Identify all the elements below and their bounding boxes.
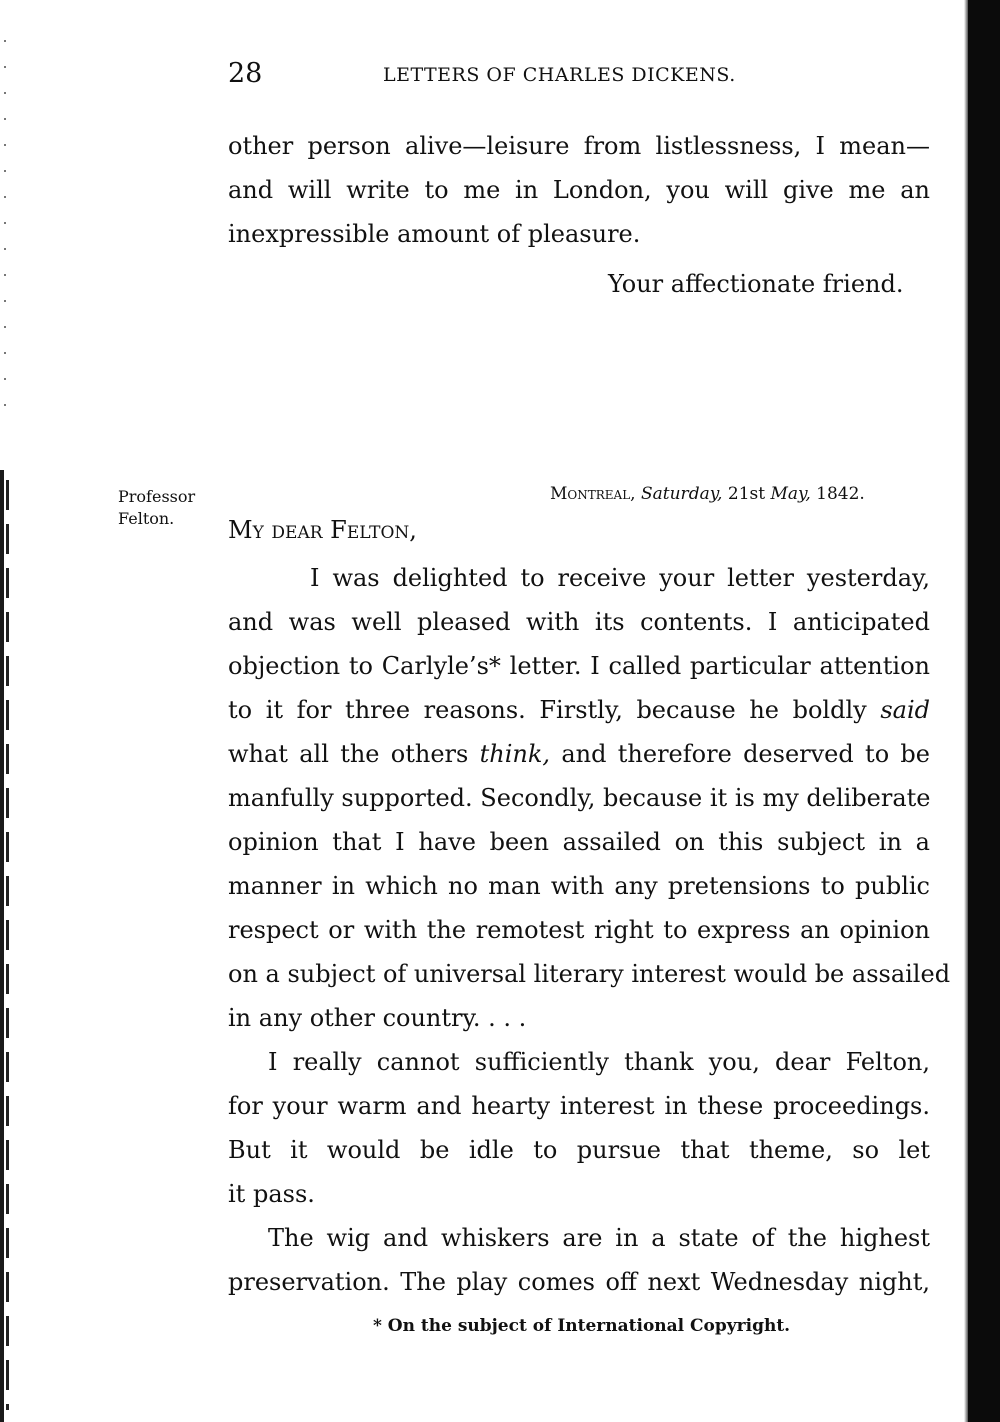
text-span: what all the others bbox=[228, 740, 480, 768]
text-line: manner in which no man with any pretensions to public bbox=[228, 872, 930, 900]
dateline-place: Montreal, bbox=[550, 484, 636, 504]
dateline-month: May, bbox=[770, 484, 811, 504]
margin-note bbox=[118, 486, 195, 530]
letter-closing: Your affectionate friend. bbox=[608, 270, 904, 298]
text-line: I really cannot sufficiently thank you, dear Felton, bbox=[268, 1048, 930, 1076]
text-line: But it would be idle to pursue that theme, so let bbox=[228, 1136, 930, 1164]
text-line: other person alive—leisure from listlessness, I mean— bbox=[228, 132, 930, 160]
margin-note-line: Felton. bbox=[118, 509, 175, 528]
emphasis-said: said bbox=[880, 696, 930, 724]
text-line: inexpressible amount of pleasure. bbox=[228, 220, 641, 248]
text-span: to it for three reasons. Firstly, because he boldly bbox=[228, 696, 881, 724]
dateline-day: Saturday, bbox=[641, 484, 723, 504]
dateline bbox=[550, 484, 865, 504]
text-line: objection to Carlyle’s* letter. I called particular attention bbox=[228, 652, 930, 680]
previous-letter-ending bbox=[228, 124, 930, 256]
text-line bbox=[228, 732, 930, 776]
dateline-date: 21st bbox=[727, 484, 766, 504]
page-header bbox=[228, 58, 928, 98]
text-line: it pass. bbox=[228, 1180, 315, 1208]
salutation: My dear Felton, bbox=[228, 516, 417, 544]
text-line: and was well pleased with its contents. I anticipated bbox=[228, 608, 930, 636]
letter-body bbox=[228, 556, 951, 1304]
text-line bbox=[228, 688, 930, 732]
text-line: manfully supported. Secondly, because it is my deliberate bbox=[228, 784, 931, 812]
running-head: LETTERS OF CHARLES DICKENS. bbox=[383, 64, 736, 86]
page-number: 28 bbox=[228, 58, 263, 89]
text-line: for your warm and hearty interest in these proceedings. bbox=[228, 1092, 930, 1120]
text-line: The wig and whiskers are in a state of the highest bbox=[268, 1224, 930, 1252]
text-line: and will write to me in London, you will give me an bbox=[228, 176, 930, 204]
scan-edge-dots bbox=[4, 40, 6, 420]
emphasis-think: think, bbox=[479, 740, 551, 768]
scan-left-ticks bbox=[6, 480, 9, 1410]
scan-left-edge bbox=[0, 470, 4, 1422]
text-line: in any other country. . . . bbox=[228, 1004, 527, 1032]
footnote: * On the subject of International Copyright. bbox=[373, 1316, 791, 1336]
text-line: respect or with the remotest right to express an opinion bbox=[228, 916, 930, 944]
scan-right-edge bbox=[968, 0, 1000, 1422]
text-line: preservation. The play comes off next Wednesday night, bbox=[228, 1268, 930, 1296]
text-span: and therefore deserved to be bbox=[550, 740, 931, 768]
text-line: opinion that I have been assailed on this subject in a bbox=[228, 828, 930, 856]
text-line: on a subject of universal literary interest would be assailed bbox=[228, 960, 951, 988]
text-line: I was delighted to receive your letter yesterday, bbox=[310, 564, 930, 592]
dateline-year: 1842. bbox=[816, 484, 865, 504]
margin-note-line: Professor bbox=[118, 487, 196, 506]
